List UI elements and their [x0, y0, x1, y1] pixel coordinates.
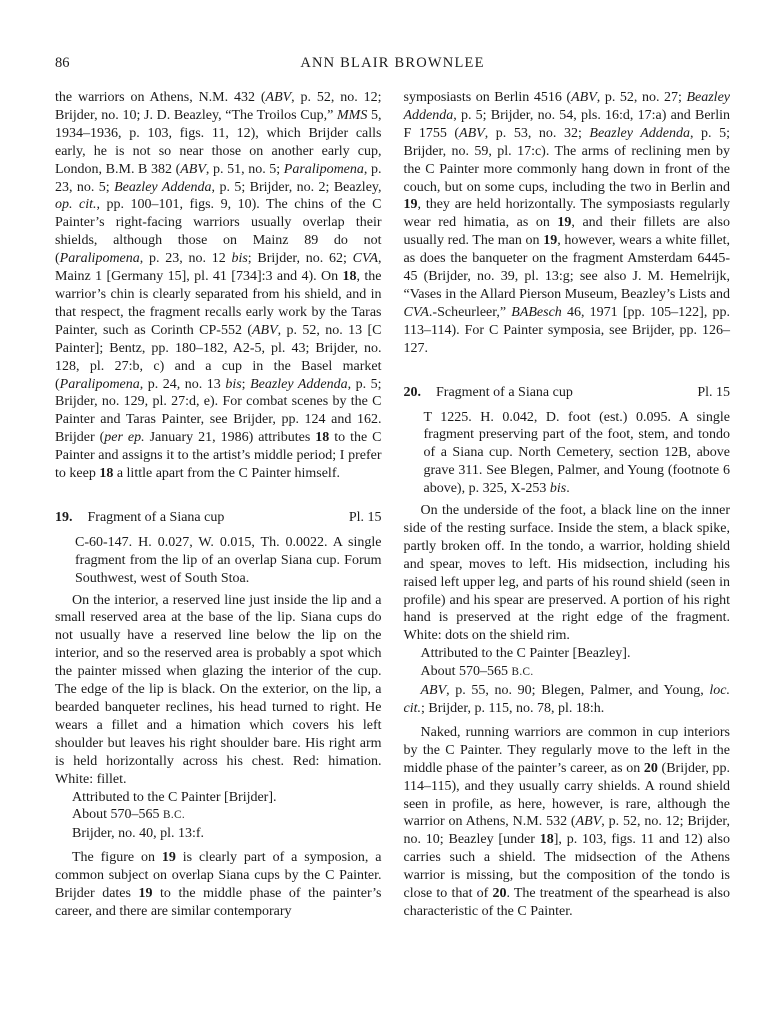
text-segment: MMS	[337, 107, 368, 123]
text-segment: B.C.	[163, 809, 186, 822]
text-segment: ; Brijder, p. 115, no. 78, pl. 18:h.	[421, 701, 605, 716]
text-segment: , p. 55, no. 90; Blegen, Palmer, and Young,	[446, 683, 710, 699]
text-segment: 46, 1971 [pp. 105–122], pp. 113–114). For C Painter symposia, see Brijder, pp. 126–127.	[403, 304, 731, 356]
text-segment: Attributed to the C Painter [Brijder].	[72, 789, 277, 805]
text-segment: 19	[557, 215, 572, 231]
right-column	[404, 89, 731, 921]
text-segment: 5, 1934–1936, p. 103, figs. 11, 12), which Brijder calls early, he is not so near those on another early cup, London, B.M. B 382 (	[55, 107, 382, 177]
text-segment: , p. 52, no. 12; Brijder, no. 10; J. D. Beazley, “The Troilos Cup,”	[55, 90, 382, 123]
running-title: ANN BLAIR BROWNLEE	[300, 55, 485, 71]
text-segment: ;	[241, 376, 251, 392]
reference-line	[55, 825, 382, 843]
paragraph	[55, 89, 382, 483]
reference-line	[55, 806, 382, 825]
text-segment: bis	[225, 376, 242, 392]
reference-line	[404, 645, 731, 663]
text-segment: , pp. 100–101, figs. 9, 10). The chins of the C Painter’s right-facing warriors usually overlap their shields, although those on Mainz 89 do not (	[55, 197, 382, 267]
text-segment: op. cit.	[55, 197, 97, 213]
text-segment: About 570–565	[72, 807, 163, 823]
text-segment: CVA	[403, 304, 429, 320]
text-segment: ABV	[575, 814, 602, 830]
text-segment: , p. 5; Brijder, no. 129, pl. 27:d, e). For combat scenes by the C Painter and Taras Painter, see Brijder, pp. 124 and 162. Brijder (	[55, 376, 382, 446]
text-segment: B.C.	[511, 666, 534, 679]
catalog-description	[75, 534, 382, 588]
entry-title: Fragment of a Siana cup	[436, 384, 573, 400]
text-segment: per ep.	[104, 430, 145, 446]
plate-reference: Pl. 15	[697, 384, 730, 400]
text-segment: , p. 52, no. 13 [C Painter]; Bentz, pp. 180–182, A2-5, pl. 43; Brijder, no. 128, pl. 27:b, c) and a cup in the Basel market (	[55, 322, 382, 392]
text-segment: CVA	[352, 251, 379, 267]
text-segment: , the warrior’s chin is clearly separated from his shield, and in that respect, the fragment recalls early work by the Taras Painter, such as Corinth CP-552 (	[55, 269, 382, 338]
text-segment: ABV	[420, 683, 447, 699]
page-number: 86	[55, 55, 70, 71]
text-segment: (Brijder, pp. 114–115), and they usually carry shields. A round shield seen in profile, as here, however, is rare, although the warrior on Athens, N.M. 532 (	[403, 760, 730, 830]
text-segment: bis	[549, 481, 567, 497]
text-segment: Attributed to the C Painter [Beazley].	[420, 646, 631, 662]
text-segment: , however, wears a white fillet, as does the banqueter on the fragment Amsterdam 6445-45 (Brijder, no. 39, pl. 13:g; see also J. M. Hemelrijk, “Vases in the Allard Pierson Museum, Beazley’s Lists and	[403, 233, 731, 302]
text-segment: , p. 23, no. 5;	[55, 161, 382, 195]
text-segment: 19	[403, 197, 418, 213]
entry-heading	[55, 509, 382, 527]
text-segment: About 570–565	[420, 664, 512, 680]
text-segment: 18	[315, 430, 330, 446]
text-segment: , p. 24, no. 13	[139, 376, 226, 392]
paragraph	[55, 592, 382, 789]
page-header	[55, 54, 730, 72]
plate-reference: Pl. 15	[348, 509, 382, 525]
text-segment: On the interior, a reserved line just inside the lip and a small reserved area at the base of the lip. Siana cups do not usually have a reserved line below the lip on the interior, and so the reserved area is probably a spot which the painter missed when glazing the interior of the cup. The edge of the lip is black. On the exterior, on the lip, a bearded banqueter reclines, his head turned to right. He wears a fillet and a himation which covers his left shoulder but leaves his right shoulder bare. His right arm is held horizontally across his chest. Red: himation. White: fillet.	[55, 592, 382, 787]
paragraph	[404, 89, 731, 358]
text-segment: 18	[342, 269, 357, 285]
text-segment: 19	[543, 233, 558, 249]
text-segment: .-Scheurleer,”	[428, 304, 512, 320]
text-segment: 20	[492, 886, 507, 902]
text-segment: ; Brijder, no. 62;	[247, 251, 353, 267]
text-segment: ABV	[180, 161, 206, 177]
text-columns	[55, 89, 730, 921]
text-segment: Beazley Addenda	[403, 90, 730, 123]
text-segment: ABV	[571, 90, 597, 105]
text-segment: , and their fillets are also usually red. The man on	[403, 215, 730, 249]
text-segment: BABesch	[511, 304, 562, 320]
entry-heading	[404, 384, 731, 402]
text-segment: The figure on	[72, 850, 162, 866]
text-segment: , p. 5; Brijder, no. 59, pl. 17:c). The arms of reclining men by the C Painter more commonly hang down in front of the couch, but on some cups, including the two in Berlin and	[403, 125, 731, 195]
text-segment: Beazley Addenda	[250, 376, 348, 392]
text-segment: , p. 52, no. 12; Brijder, no. 10; Beazley [under	[403, 814, 731, 848]
text-segment: Beazley Addenda	[589, 125, 690, 141]
text-segment: , p. 23, no. 12	[139, 251, 232, 267]
reference-line	[404, 682, 731, 718]
text-segment: ], p. 103, figs. 11 and 12) also carries such a shield. The midsection of the Athens warrior is missing, but the composition of the tondo is close to that of	[403, 832, 730, 902]
text-segment: Paralipomena	[59, 251, 140, 267]
text-segment: , p. 5; Brijder, no. 2; Beazley,	[211, 179, 382, 195]
text-segment: .	[566, 481, 570, 497]
text-segment: Naked, running warriors are common in cup interiors by the C Painter. They regularly move to the left in the middle phase of the painter’s career, as on	[403, 724, 730, 776]
text-segment: symposiasts on Berlin 4516 (	[403, 90, 572, 105]
reference-line	[55, 789, 382, 807]
text-segment: , p. 53, no. 32;	[484, 125, 590, 141]
text-segment: Brijder, no. 40, pl. 13:f.	[72, 826, 205, 842]
text-segment: 18	[539, 832, 554, 848]
text-segment: to the middle phase of the painter’s career, and there are similar contemporary	[55, 886, 382, 919]
text-segment: ABV	[459, 125, 485, 141]
reference-line	[404, 663, 731, 682]
paragraph	[404, 502, 731, 645]
paragraph	[404, 724, 731, 921]
text-segment: Paralipomena	[59, 376, 140, 392]
text-segment: 19	[138, 886, 153, 902]
catalog-description	[424, 409, 731, 499]
left-column	[55, 89, 382, 921]
text-segment: loc. cit.	[403, 683, 730, 716]
text-segment: , p. 52, no. 27;	[596, 90, 687, 105]
entry-title: Fragment of a Siana cup	[87, 509, 225, 525]
text-segment: , Mainz 1 [Germany 15], pl. 41 [734]:3 and 4). On	[55, 251, 382, 285]
text-segment: 20	[643, 760, 658, 776]
entry-number: 19.	[55, 509, 73, 525]
text-segment: to the C Painter and assigns it to the artist’s middle period; I prefer to keep	[55, 430, 382, 482]
text-segment: bis	[231, 251, 248, 267]
text-segment: T 1225. H. 0.042, D. foot (est.) 0.095. A single fragment preserving part of the foot, stem, and tondo of a Siana cup. North Cemetery, section 12B, above grave 311. See Blegen, Palmer, and Young (footnote 6 above), p. 325, X-253	[423, 409, 730, 497]
text-segment: , they are held horizontally. The symposiasts regularly wear red himatia, as on	[403, 197, 730, 231]
text-segment: 19	[161, 850, 176, 866]
text-segment: Beazley Addenda	[114, 179, 212, 195]
text-segment: ABV	[252, 322, 278, 338]
text-segment: is clearly part of a symposion, a common subject on overlap Siana cups by the C Painter. Brijder dates	[55, 850, 382, 902]
text-segment: , p. 5; Brijder, no. 54, pls. 16:d, 17:a) and Berlin F 1755 (	[403, 107, 730, 141]
text-segment: C-60-147. H. 0.027, W. 0.015, Th. 0.0022. A single fragment from the lip of an overlap Siana cup. Forum Southwest, west of South Stoa.	[75, 534, 382, 586]
text-segment: . The treatment of the spearhead is also characteristic of the C Painter.	[403, 886, 731, 919]
text-segment: , p. 51, no. 5;	[205, 161, 284, 177]
text-segment: On the underside of the foot, a black line on the inner side of the resting surface. Inside the stem, a black spike, partly broken off. In the tondo, a warrior, holding shield and spear, moves to left. His midsection, including his raised left upper leg, and parts of his round shield (seen in profile) and his spear are preserved. A portion of his right hand is preserved at the right edge of the fragment. White: dots on the shield rim.	[403, 503, 730, 644]
text-segment: 18	[99, 466, 114, 482]
text-segment: a little apart from the C Painter himself.	[113, 466, 340, 482]
text-segment: Paralipomena	[283, 161, 364, 177]
text-segment: the warriors on Athens, N.M. 432 (	[55, 90, 266, 105]
text-segment: January 21, 1986) attributes	[144, 430, 316, 446]
entry-number: 20.	[403, 384, 421, 400]
text-segment: ABV	[265, 90, 292, 105]
paragraph	[55, 849, 382, 921]
